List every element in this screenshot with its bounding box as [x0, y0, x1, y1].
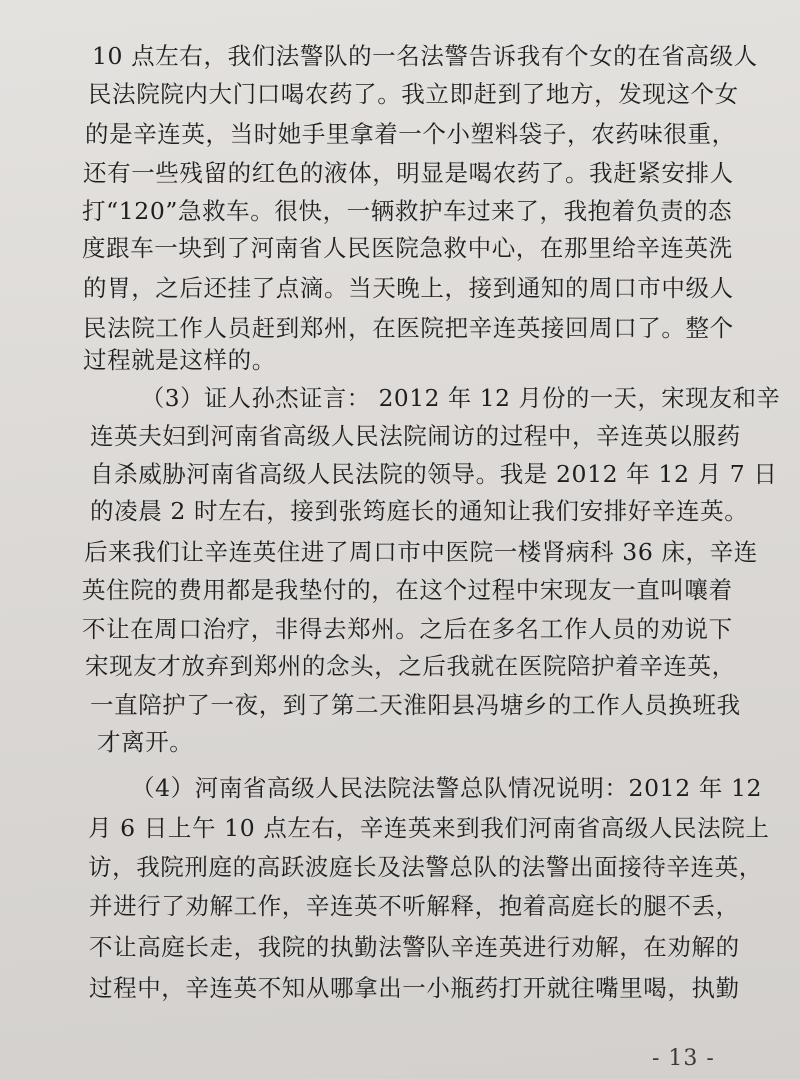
text-line: 度跟车一块到了河南省人民医院急救中心，在那里给辛连英洗 [82, 234, 733, 262]
text-line: 并进行了劝解工作，辛连英不听解释，抱着高庭长的腿不丢， [89, 892, 740, 920]
page-number: - 13 - [652, 1046, 715, 1071]
text-line: 自杀威胁河南省高级人民法院的领导。我是 2012 年 12 月 7 日 [90, 460, 778, 488]
text-line: 英住院的费用都是我垫付的，在这个过程中宋现友一直叫嚷着 [82, 576, 733, 604]
text-line: 访，我院刑庭的高跃波庭长及法警总队的法警出面接待辛连英， [88, 853, 763, 881]
text-line: 才离开。 [97, 728, 194, 756]
text-line: （4）河南省高级人民法院法警总队情况说明：2012 年 12 [131, 774, 763, 802]
text-line: 的是辛连英，当时她手里拿着一个小塑料袋子，农药味很重， [85, 120, 736, 148]
text-line: 过程就是这样的。 [83, 346, 276, 374]
text-line: 民法院工作人员赶到郑州，在医院把辛连英接回周口了。整个 [83, 314, 734, 342]
text-line: 还有一些残留的红色的液体，明显是喝农药了。我赶紧安排人 [83, 159, 734, 187]
text-line: 月 6 日上午 10 点左右，辛连英来到我们河南省高级人民法院上 [88, 814, 770, 842]
text-line: 后来我们让辛连英住进了周口市中医院一楼肾病科 36 床，辛连 [84, 538, 758, 566]
text-line: 10 点左右，我们法警队的一名法警告诉我有个女的在省高级人 [92, 42, 758, 70]
text-line: 民法院院内大门口喝农药了。我立即赶到了地方，发现这个女 [88, 80, 739, 108]
text-line: 打“120”急救车。很快，一辆救护车过来了，我抱着负责的态 [82, 197, 733, 225]
text-line: 不让在周口治疗，非得去郑州。之后在多名工作人员的劝说下 [82, 615, 733, 643]
text-line: 宋现友才放弃到郑州的念头，之后我就在医院陪护着辛连英， [85, 652, 736, 680]
text-line: 的胃，之后还挂了点滴。当天晚上，接到通知的周口市中级人 [83, 274, 734, 302]
text-line: 的凌晨 2 时左右，接到张筠庭长的通知让我们安排好辛连英。 [90, 497, 749, 525]
text-line: （3）证人孙杰证言： 2012 年 12 月份的一天，宋现友和辛 [141, 385, 781, 412]
text-line: 过程中，辛连英不知从哪拿出一小瓶药打开就往嘴里喝，执勤 [89, 974, 740, 1002]
text-line: 一直陪护了一夜，到了第二天淮阳县冯塘乡的工作人员换班我 [90, 691, 741, 719]
text-line: 不让高庭长走，我院的执勤法警队辛连英进行劝解，在劝解的 [89, 933, 740, 961]
text-line: 连英夫妇到河南省高级人民法院闹访的过程中，辛连英以服药 [90, 422, 741, 450]
